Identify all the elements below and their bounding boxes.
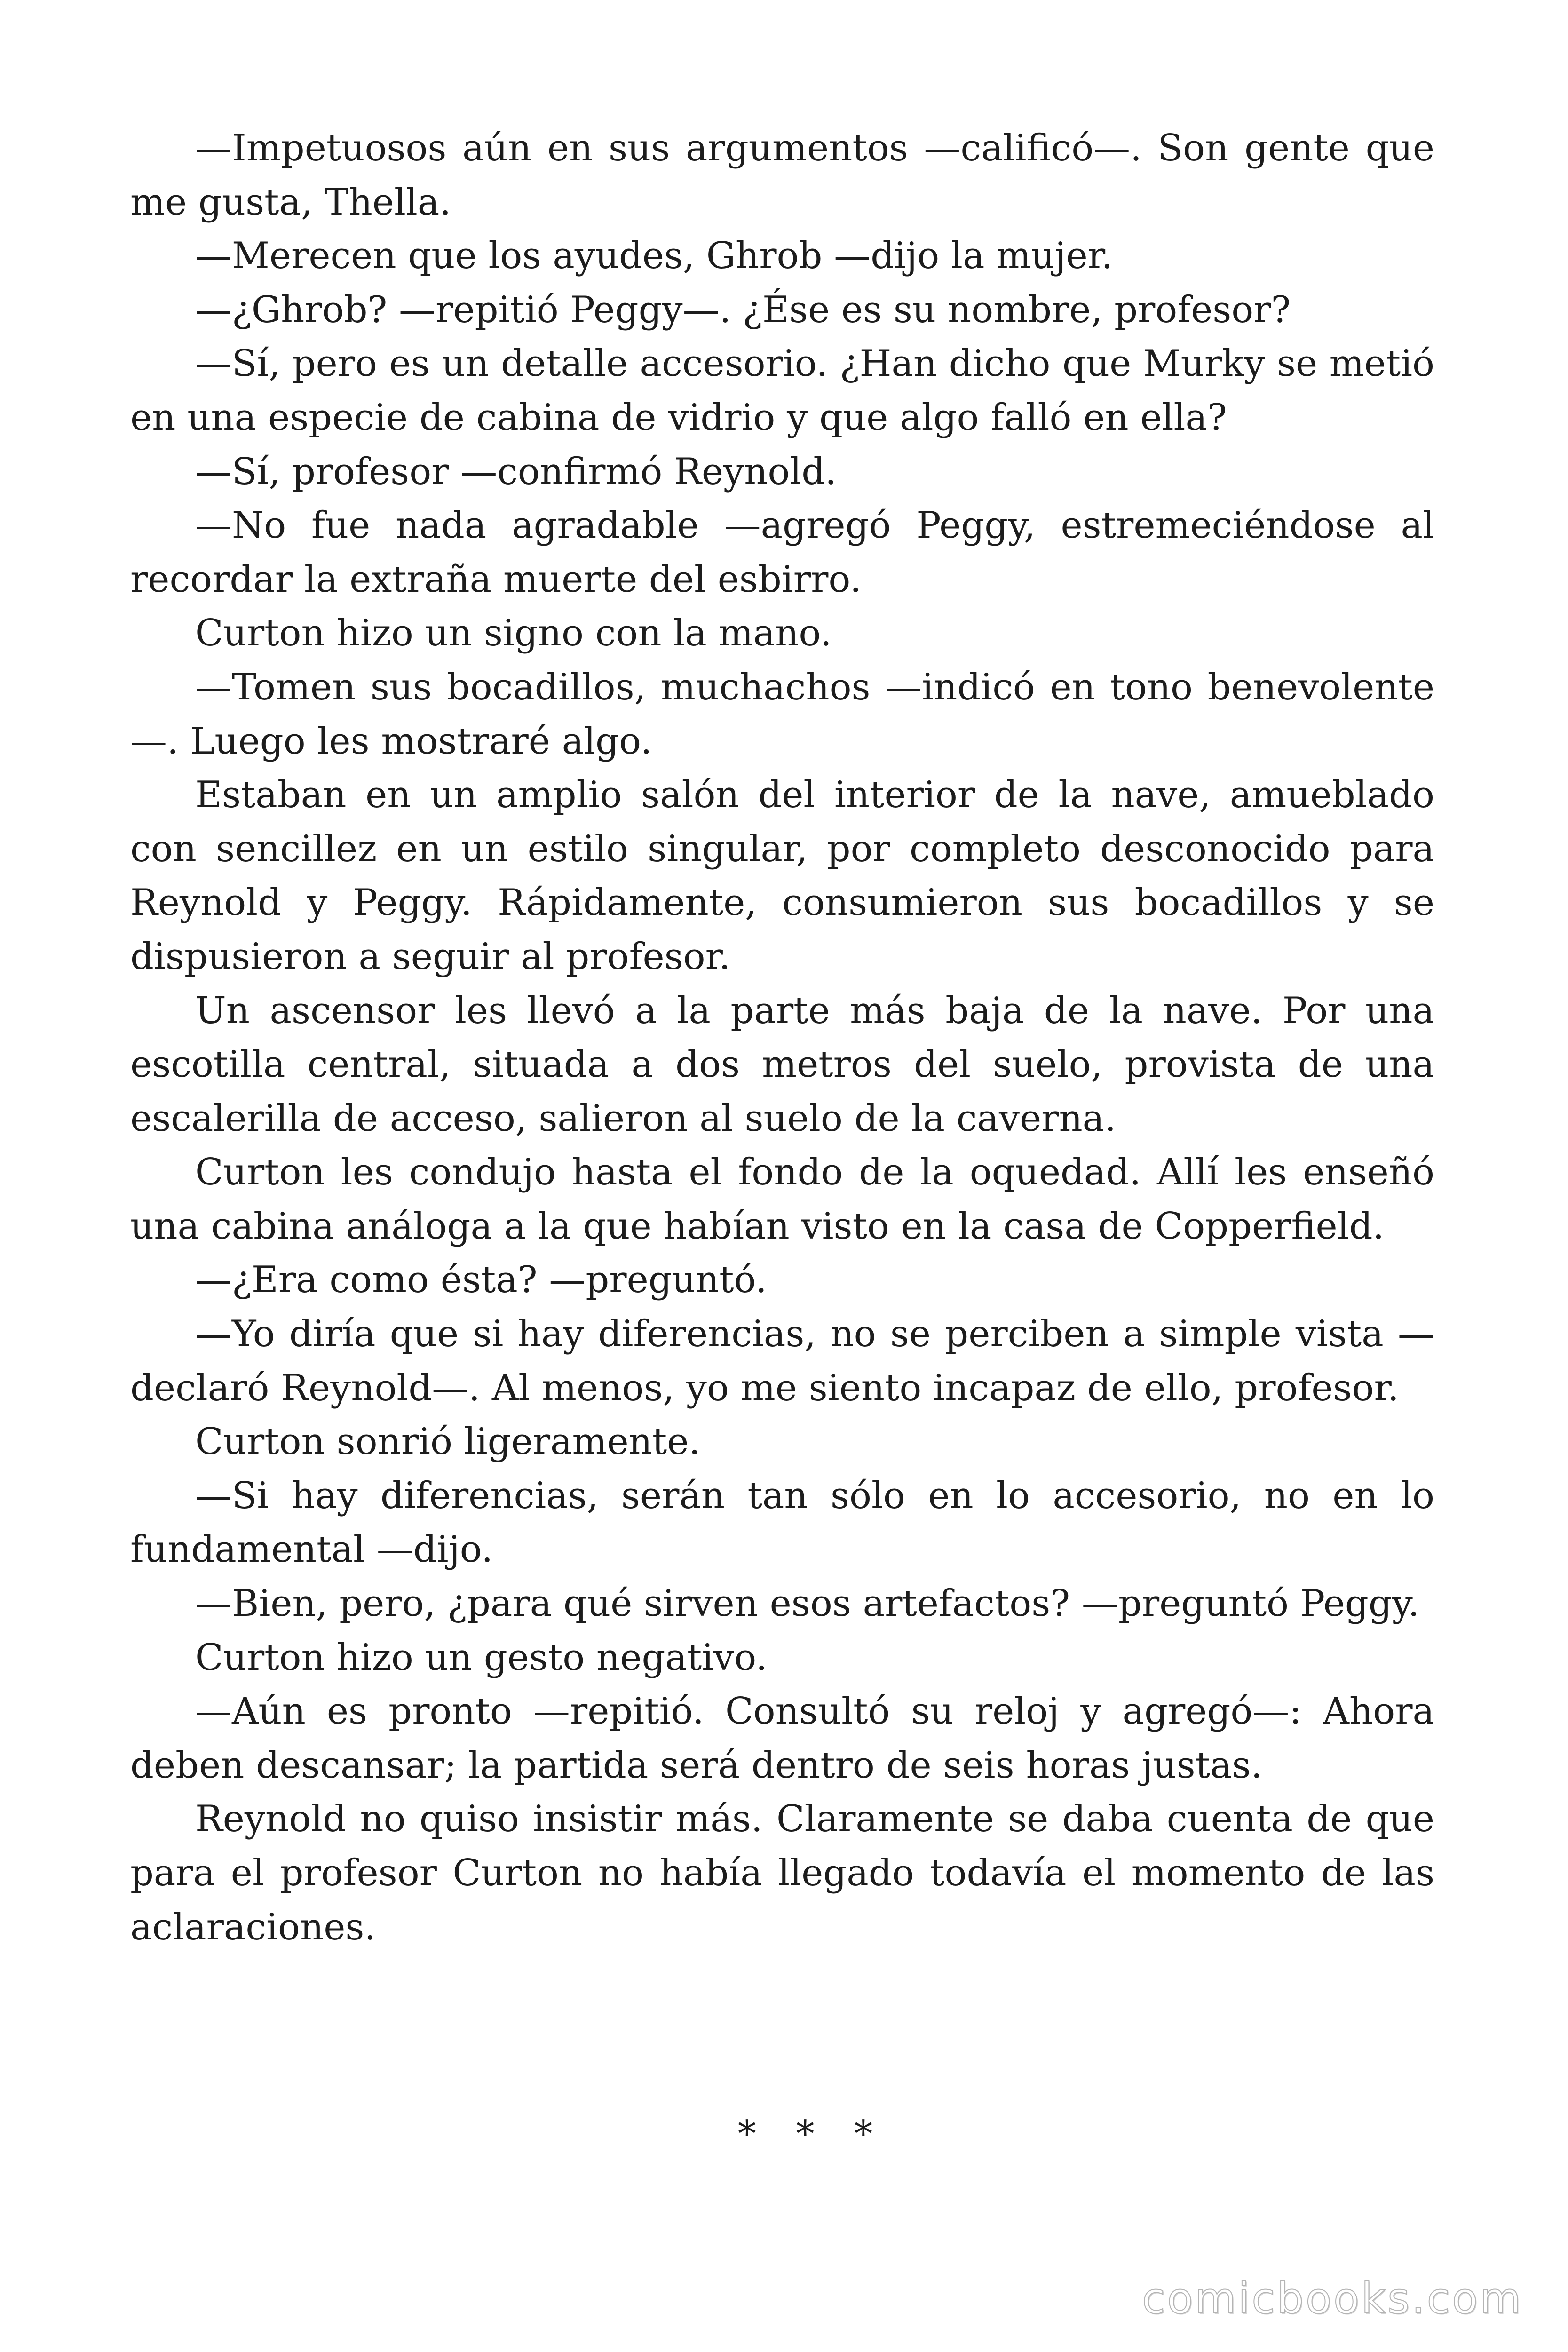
paragraph: —Aún es pronto —repitió. Consultó su reloj y agregó—: Ahora deben descansar; la partida será dentro de seis horas justas. bbox=[130, 1690, 1434, 1787]
paragraph: Reynold no quiso insistir más. Claramente se daba cuenta de que para el profesor Curton no había llegado todavía el momento de las aclaraciones. bbox=[130, 1798, 1434, 1948]
paragraph: —Merecen que los ayudes, Ghrob —dijo la mujer. bbox=[195, 235, 1113, 278]
paragraph: —Si hay diferencias, serán tan sólo en lo accesorio, no en lo fundamental —dijo. bbox=[130, 1474, 1434, 1571]
paragraph: Curton les condujo hasta el fondo de la oquedad. Allí les enseñó una cabina análoga a la que habían visto en la casa de Copperfield. bbox=[130, 1151, 1434, 1248]
paragraph: —Impetuosos aún en sus argumentos —calificó—. Son gente que me gusta, Thella. bbox=[130, 127, 1434, 223]
paragraph: —¿Ghrob? —repitió Peggy—. ¿Ése es su nombre, profesor? bbox=[195, 288, 1291, 331]
paragraph: Un ascensor les llevó a la parte más baja de la nave. Por una escotilla central, situada a dos metros del suelo, provista de una escalerilla de acceso, salieron al suelo de la caverna. bbox=[130, 989, 1434, 1140]
paragraph: —Tomen sus bocadillos, muchachos —indicó en tono benevolente—. Luego les mostraré algo. bbox=[130, 666, 1434, 763]
paragraph: —No fue nada agradable —agregó Peggy, estremeciéndose al recordar la extraña muerte del esbirro. bbox=[130, 504, 1434, 601]
paragraph: Estaban en un amplio salón del interior de la nave, amueblado con sencillez en un estilo singular, por completo desconocido para Reynold y Peggy. Rápidamente, consumieron sus bocadillos y se dispusieron a seguir al profesor. bbox=[130, 774, 1434, 978]
watermark: comicbooks.com bbox=[1142, 2274, 1523, 2323]
paragraph: —Bien, pero, ¿para qué sirven esos artefactos? —preguntó Peggy. bbox=[195, 1582, 1420, 1625]
section-separator: * * * bbox=[737, 2113, 887, 2155]
paragraph: Curton hizo un gesto negativo. bbox=[195, 1636, 768, 1679]
paragraph: —Yo diría que si hay diferencias, no se perciben a simple vista —declaró Reynold—. Al menos, yo me siento incapaz de ello, profesor. bbox=[130, 1313, 1434, 1409]
paragraph: —¿Era como ésta? —preguntó. bbox=[195, 1259, 767, 1302]
paragraph: Curton hizo un signo con la mano. bbox=[195, 612, 832, 655]
paragraph: —Sí, profesor —confirmó Reynold. bbox=[195, 450, 837, 493]
paragraph: —Sí, pero es un detalle accesorio. ¿Han dicho que Murky se metió en una especie de cabina de vidrio y que algo falló en ella? bbox=[130, 342, 1434, 439]
book-page bbox=[130, 0, 1434, 2352]
paragraph: Curton sonrió ligeramente. bbox=[195, 1421, 701, 1463]
body-text bbox=[130, 121, 1434, 1954]
